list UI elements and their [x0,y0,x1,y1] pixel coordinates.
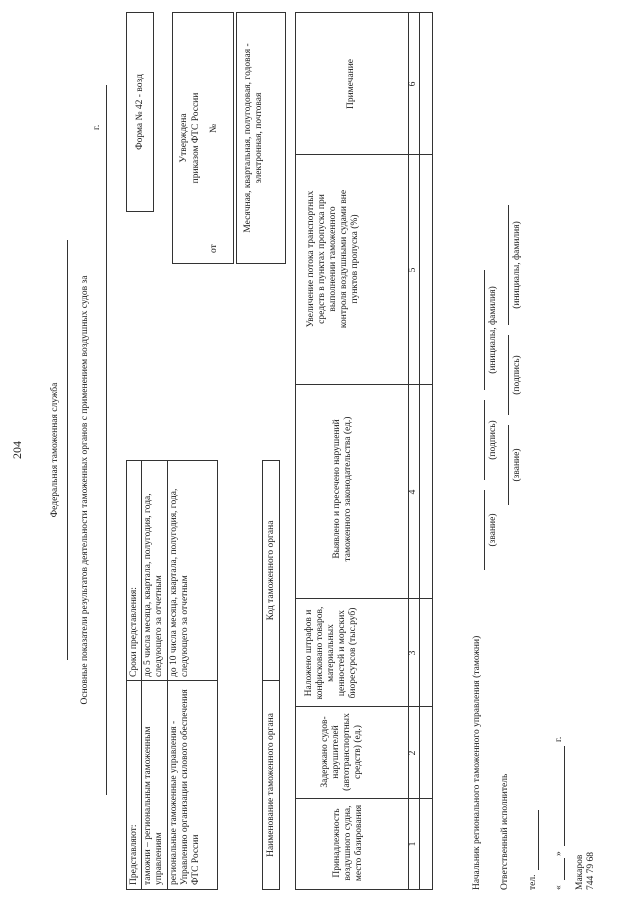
organ-table [262,460,280,890]
frequency-box [236,12,286,264]
date-close-quote: » [554,851,564,856]
report-title: Основные показатели результатов деятельности таможенных органов с применением воздушных судов за [80,275,90,705]
approval-box [172,12,234,264]
phone-label: тел. [528,874,538,890]
main-table [295,12,433,890]
page-number: 204 [10,441,24,459]
col-number-1: 1 [408,841,418,847]
date-open-quote: « [554,885,564,890]
service-name: Федеральная таможенная служба [50,382,60,518]
submitters-label: Представляют: [129,824,139,885]
frequency-text: Месячная, квартальная, полугодовая, годовая - электронная, почтовая [243,43,264,233]
col-header-note: Примечание [346,58,356,110]
col-number-2: 2 [408,750,418,756]
executor-sign-hint: (подпись) [512,355,522,395]
form-number-box [126,12,154,212]
service-underline [67,240,68,660]
approval-from: от [209,244,219,253]
report-title-underline [106,85,107,795]
author-phone: 744 79 68 [586,852,596,890]
executor-sign-line[interactable] [508,335,509,415]
head-label: Начальник регионального таможенного управления (таможни) [472,635,482,890]
author-name: Макаров [575,854,585,890]
executor-rank-line[interactable] [508,425,509,505]
col-header-ownership: Принадлежность воздушного судна, место базирования [332,804,364,882]
col-number-6: 6 [408,81,418,87]
executor-name-hint: (инициалы, фамилия) [512,221,522,309]
head-rank-hint: (звание) [488,513,498,547]
approval-line1: Утверждена [179,113,189,163]
organ-code-label: Код таможенного органа [266,520,276,621]
year-suffix: г. [92,124,102,130]
approval-line2: приказом ФТС России [191,92,201,184]
col-header-detained: Задержано судов-нарушителей (автотранспортных средств) (ед.) [320,713,363,791]
term-regional: до 10 числа месяца, квартала, полугодия, года, следующего за отчетным [169,488,190,677]
submitter-customs: таможни – региональным таможенным управлениям [143,726,164,885]
submit-table [126,460,218,890]
head-sign-hint: (подпись) [488,420,498,460]
col-header-violations: Выявлено и пресечено нарушений таможенного законодательства (ед.) [332,416,353,562]
submitter-regional: региональные таможенные управления - Управлению организации силового обеспечения ФТС России [169,689,201,885]
terms-label: Сроки представления: [129,587,139,677]
col-header-flow-increase: Увеличение потока транспортных средств в пунктах пропуска при выполнении таможенного контроля воздушными судами вне пунктов пропуска (%) [306,189,360,329]
date-month-line[interactable] [564,746,565,846]
col-header-fines: Наложено штрафов и конфисковано товаров, материальных ценностей и морских биоресурсов (тыс.руб) [304,606,358,700]
col-number-5: 5 [408,267,418,273]
col-number-4: 4 [408,489,418,495]
approval-number: № [209,123,219,133]
col-number-3: 3 [408,650,418,656]
head-name-line[interactable] [484,270,485,390]
executor-label: Ответственный исполнитель [500,773,510,890]
organ-name-label: Наименование таможенного органа [266,713,276,857]
phone-line[interactable] [538,810,539,870]
term-customs: до 5 числа месяца, квартала, полугодия, года, следующего за отчетным [143,493,164,677]
executor-rank-hint: (звание) [512,448,522,482]
head-rank-line[interactable] [484,490,485,570]
date-day-line[interactable] [564,858,565,880]
executor-name-line[interactable] [508,205,509,325]
form-number: Форма № 42 - возд [135,74,145,150]
date-year-mark: г. [554,736,564,742]
head-sign-line[interactable] [484,400,485,480]
head-name-hint: (инициалы, фамилия) [488,286,498,374]
